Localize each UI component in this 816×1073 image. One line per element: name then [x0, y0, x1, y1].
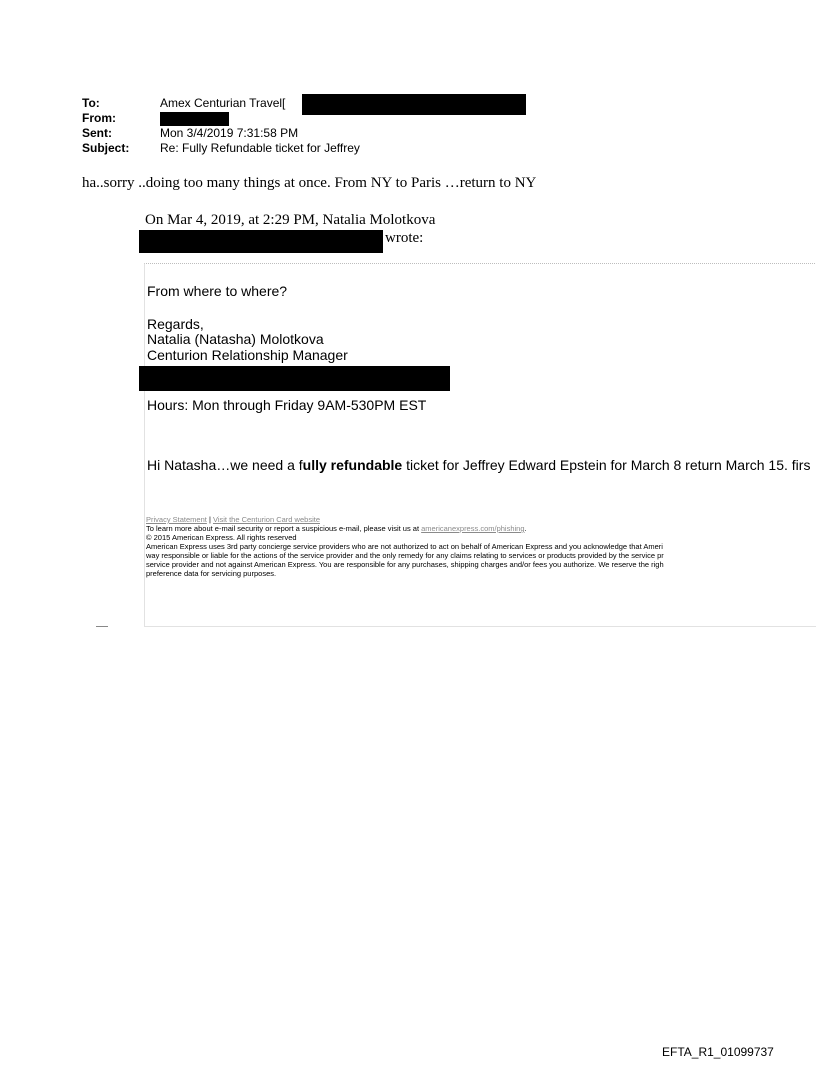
quote-attribution: On Mar 4, 2019, at 2:29 PM, Natalia Molotkova [145, 212, 436, 228]
privacy-statement-link[interactable]: Privacy Statement [146, 515, 207, 524]
quote-wrote: wrote: [385, 230, 424, 246]
quoted-hours: Hours: Mon through Friday 9AM-530PM EST [147, 397, 427, 413]
request-text-bold: ully refundable [302, 457, 403, 473]
request-text-start: Hi Natasha…we need a f [147, 457, 303, 473]
disclaimer-line-4: preference data for servicing purposes. [146, 569, 277, 578]
quoted-regards: Regards, [147, 316, 204, 332]
sent-value: Mon 3/4/2019 7:31:58 PM [160, 126, 299, 140]
redaction-phone [139, 366, 450, 391]
link-separator: | [206, 515, 213, 524]
to-value: Amex Centurian Travel[ [160, 96, 286, 110]
copyright-line: © 2015 American Express. All rights reserved [146, 533, 297, 542]
to-label: To: [82, 96, 100, 110]
quoted-question: From where to where? [147, 283, 288, 299]
sent-label: Sent: [82, 126, 112, 140]
subject-value: Re: Fully Refundable ticket for Jeffrey [160, 141, 360, 155]
subject-label: Subject: [82, 141, 130, 155]
request-text-end: ticket for Jeffrey Edward Epstein for March 8 return March 15. firs [402, 457, 811, 473]
security-period: . [524, 524, 527, 533]
centurion-website-link[interactable]: Visit the Centurion Card website [212, 515, 320, 524]
quoted-request [147, 457, 810, 473]
quoted-signature-name: Natalia (Natasha) Molotkova [147, 331, 324, 347]
redaction-from [160, 112, 229, 126]
legal-links [146, 515, 320, 524]
separator-dash [96, 626, 108, 627]
redaction-sender-email [139, 230, 383, 253]
phishing-link[interactable]: americanexpress.com/phishing [421, 524, 525, 533]
quoted-signature-title: Centurion Relationship Manager [147, 347, 348, 363]
security-notice [146, 524, 527, 533]
reply-text: ha..sorry ..doing too many things at once. From NY to Paris …return to NY [82, 175, 537, 191]
disclaimer-line-2: way responsible or liable for the actions of the service provider and the only remedy for any claims relating to services or products provided by the service pr [146, 551, 664, 560]
from-label: From: [82, 111, 116, 125]
redaction-to [302, 94, 526, 115]
document-id: EFTA_R1_01099737 [662, 1045, 774, 1059]
security-text: To learn more about e-mail security or report a suspicious e-mail, please visit us at [146, 524, 422, 533]
disclaimer-line-1: American Express uses 3rd party concierge service providers who are not authorized to act on behalf of American Express and you acknowledge that Ameri [146, 542, 663, 551]
disclaimer-line-3: service provider and not against American Express. You are responsible for any purchases, shipping charges and/or fees you authorize. We reserve the righ [146, 560, 664, 569]
